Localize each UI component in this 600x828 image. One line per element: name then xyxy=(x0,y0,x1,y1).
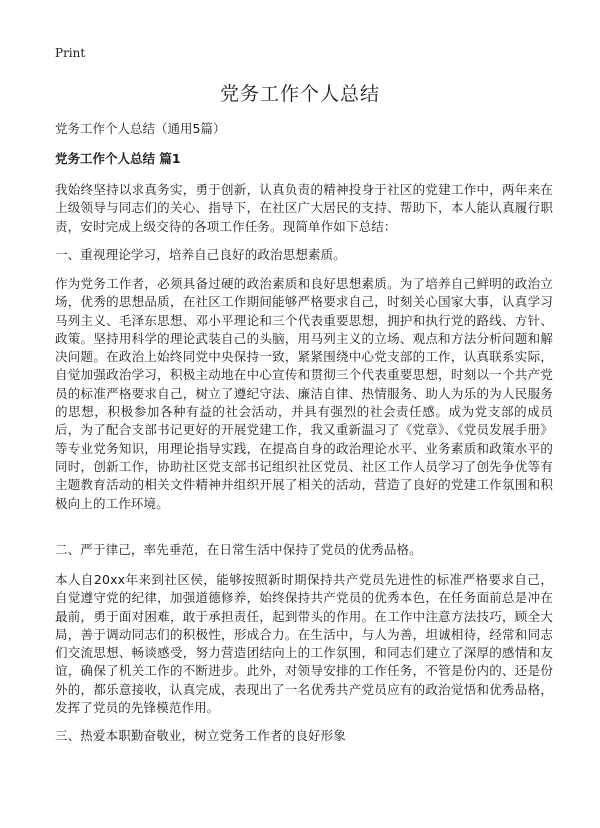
body-paragraph-1: 作为党务工作者，必须具备过硬的政治素质和良好思想素质。为了培养自己鲜明的政治立场，优秀的思想品质，在社区工作期间能够严格要求自己，时刻关心国家大事，认真学习马列主义、毛泽东思想、邓小平理论和三个代表重要思想，拥护和执行党的路线、方针、政策。坚持用科学的理论武装自己的头脑，用马列主义的立场、观点和方法分析问题和解决问题。在政治上始终同党中央保持一致，紧紧围绕中心党支部的工作，认真联系实际，自觉加强政治学习，积极主动地在中心宣传和贯彻三个代表重要思想，时刻以一个共产党员的标准严格要求自己，树立了遵纪守法、廉洁自律、热情服务、助人为乐的为人民服务的思想，积极参加各种有益的社会活动，并具有强烈的社会责任感。成为党支部的成员后，为了配合支部书记更好的开展党建工作，我又重新温习了《党章》、《党员发展手册》等专业党务知识，用理论指导实践，在提高自身的政治理论水平、业务素质和政策水平的同时，创新工作，协助社区党支部书记组织社区党员、社区工作人员学习了创先争优等有主题教育活动的相关文件精神并组织开展了相关的活动，营造了良好的党建工作氛围和积极向上的工作环境。 xyxy=(55,276,553,511)
intro-paragraph: 我始终坚持以求真务实，勇于创新，认真负责的精神投身于社区的党建工作中，两年来在上级领导与同志们的关心、指导下，在社区广大居民的支持、帮助下，本人能认真履行职责，安时完成上级交待的各项工作任务。现简单作如下总结： xyxy=(55,182,553,234)
document-subtitle: 党务工作个人总结（通用5篇） xyxy=(55,121,226,136)
print-label[interactable]: Print xyxy=(55,46,86,60)
point-heading-2: 二、严于律己，率先垂范，在日常生活中保持了党员的优秀品格。 xyxy=(55,542,422,557)
section-heading: 党务工作个人总结 篇1 xyxy=(55,151,181,166)
point-heading-1: 一、重视理论学习，培养自己良好的政治思想素质。 xyxy=(55,247,346,262)
point-heading-3: 三、热爱本职勤奋敬业，树立党务工作者的良好形象 xyxy=(55,728,346,743)
body-paragraph-2: 本人自20xx年来到社区侯，能够按照新时期保持共产党员先进性的标准严格要求自己，自觉遵守党的纪律，加强道德修养，始终保持共产党员的优秀本色，在任务面前总是冲在最前，勇于面对困难，敢于承担责任，起到带头的作用。在工作中注意方法技巧，顾全大局，善于调动同志们的积极性，形成合力。在生活中，与人为善，坦诚相待，经常和同志们交流思想、畅谈感受，努力营造团结向上的工作氛围，和同志们建立了深厚的感情和友谊，确保了机关工作的不断进步。此外，对领导安排的工作任务，不管是份内的、还是份外的，都乐意接收，认真完成，表现出了一名优秀共产党员应有的政治觉悟和优秀品格，发挥了党员的先锋模范作用。 xyxy=(55,572,553,716)
document-title: 党务工作个人总结 xyxy=(219,83,380,105)
